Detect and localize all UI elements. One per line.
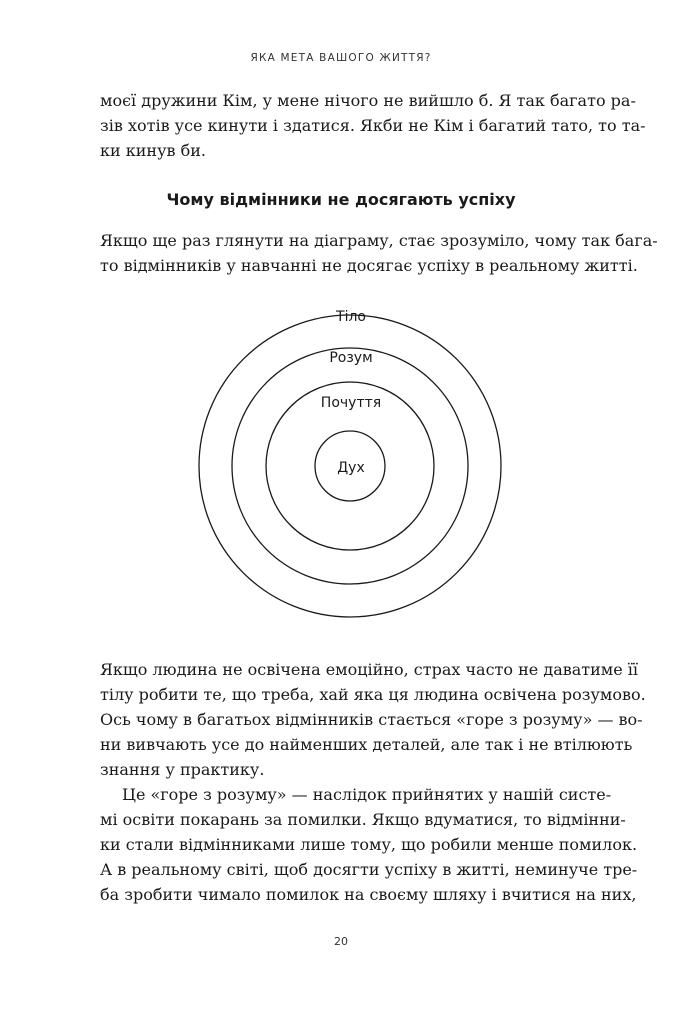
- text-line: Якщо людина не освічена емоційно, страх часто не даватиме її: [100, 660, 639, 679]
- running-head: ЯКА МЕТА ВАШОГО ЖИТТЯ?: [250, 52, 432, 64]
- text-line: зів хотів усе кинути і здатися. Якби не Кім і багатий тато, то та-: [100, 116, 646, 135]
- text-line: тілу робити те, що треба, хай яка ця людина освічена розумово.: [100, 685, 646, 704]
- ring-label-body: Тіло: [336, 309, 366, 325]
- paragraph-last: [100, 782, 638, 907]
- ring-label-mind: Розум: [329, 350, 373, 366]
- text-line: ба зробити чимало помилок на своєму шляху і вчитися на них,: [100, 885, 637, 904]
- paragraph-after-diagram: [100, 657, 646, 782]
- text-line: Якщо ще раз глянути на діаграму, стає зрозуміло, чому так бага-: [100, 231, 658, 250]
- section-heading: Чому відмінники не досягають успіху: [166, 190, 516, 209]
- text-line: ки стали відмінниками лише тому, що робили менше помилок.: [100, 835, 638, 854]
- text-line: знання у практику.: [100, 760, 265, 779]
- text-line: ки кинув би.: [100, 141, 206, 160]
- text-line: Це «горе з розуму» — наслідок прийнятих у нашій систе-: [122, 785, 612, 804]
- ring-label-emotions: Почуття: [320, 395, 382, 411]
- text-line: А в реальному світі, щоб досягти успіху в житті, неминуче тре-: [100, 860, 638, 879]
- ring-label-spirit: Дух: [337, 460, 365, 476]
- text-line: то відмінників у навчанні не досягає успіху в реальному житті.: [100, 256, 638, 275]
- text-line: ни вивчають усе до найменших деталей, але так і не втілюють: [100, 735, 633, 754]
- text-line: моєї дружини Кім, у мене нічого не вийшло б. Я так багато ра-: [100, 91, 636, 110]
- text-line: мі освіти покарань за помилки. Якщо вдуматися, то відмінни-: [100, 810, 626, 829]
- text-line: Ось чому в багатьох відмінників стається «горе з розуму» — во-: [100, 710, 643, 729]
- page-number: 20: [334, 935, 348, 948]
